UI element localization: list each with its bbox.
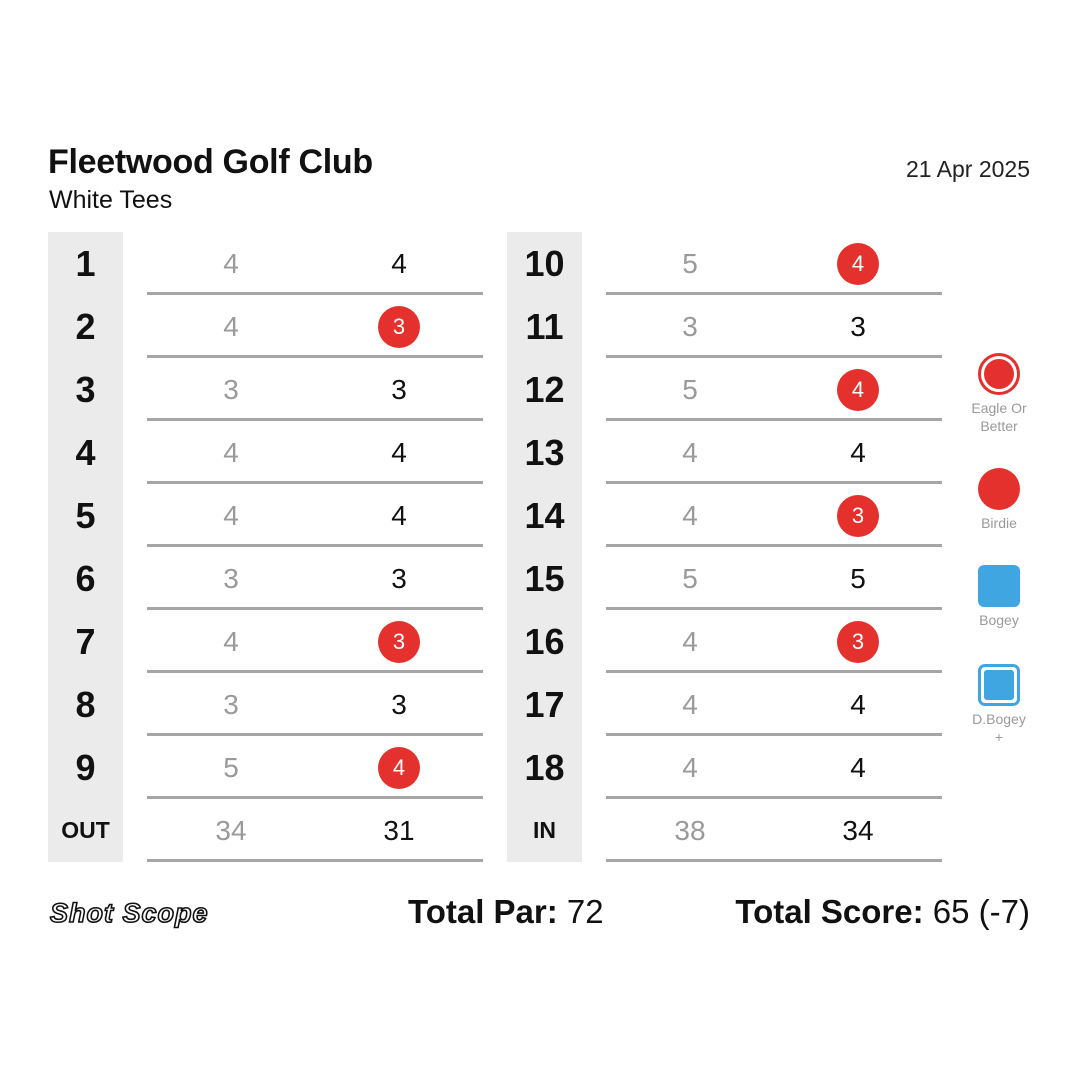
header-subtitle: White Tees [49, 186, 173, 214]
score-cell [359, 358, 439, 421]
total-par-label: Total Par: [408, 893, 558, 930]
hole-number: 15 [524, 558, 565, 599]
score-cell-birdie [818, 610, 898, 673]
par-value: 4 [223, 248, 239, 279]
score-cell [818, 421, 898, 484]
par-value: 3 [223, 689, 239, 720]
par-value: 4 [223, 437, 239, 468]
hole-number: 2 [75, 306, 96, 347]
score-cell [818, 736, 898, 799]
hole-number: 10 [524, 243, 565, 284]
par-value: 3 [682, 311, 698, 342]
hole-number: 4 [75, 432, 96, 473]
hole-number: 6 [75, 558, 96, 599]
legend-label-line2: + [994, 729, 1004, 745]
legend-label [958, 710, 1040, 746]
par-value: 4 [223, 500, 239, 531]
par-value: 3 [223, 374, 239, 405]
legend-label-line1: D.Bogey [972, 711, 1026, 727]
hole-number: 11 [525, 306, 564, 347]
par-value: 3 [223, 563, 239, 594]
par-value: 5 [682, 248, 698, 279]
double-bogey-icon-inner [984, 670, 1014, 700]
par-value: 5 [682, 563, 698, 594]
row-divider [606, 859, 942, 862]
total-par-value: 72 [557, 893, 604, 930]
legend-item [958, 468, 1040, 532]
score-total-cell [818, 799, 898, 862]
score-value: 3 [850, 311, 866, 342]
birdie-score-marker: 4 [837, 243, 879, 285]
birdie-score-marker: 3 [837, 621, 879, 663]
score-value: 3 [391, 374, 407, 405]
legend-label-line1: Bogey [979, 612, 1019, 628]
score-value: 4 [391, 248, 407, 279]
score-value: 4 [850, 689, 866, 720]
birdie-score-marker: 3 [378, 306, 420, 348]
eagle-or-better-icon-inner [984, 359, 1014, 389]
hole-number: 17 [524, 684, 565, 725]
birdie-score-marker: 3 [378, 621, 420, 663]
in-total-label: IN [533, 817, 556, 843]
legend-label-line2: Better [980, 418, 1018, 434]
birdie-score-marker: 3 [837, 495, 879, 537]
hole-number: 13 [524, 432, 565, 473]
legend-label-line1: Eagle Or [971, 400, 1027, 416]
total-par [408, 893, 604, 931]
double-bogey-icon [978, 664, 1020, 706]
legend-item [958, 565, 1040, 629]
score-cell [818, 673, 898, 736]
total-score-label: Total Score: [735, 893, 924, 930]
score-cell-birdie [818, 232, 898, 295]
score-total: 34 [842, 814, 874, 846]
birdie-icon [978, 468, 1020, 510]
hole-number: 18 [524, 747, 565, 788]
birdie-score-marker: 4 [378, 747, 420, 789]
score-value: 3 [391, 689, 407, 720]
score-value: 5 [850, 563, 866, 594]
score-cell [359, 547, 439, 610]
par-total: 38 [674, 815, 706, 846]
bogey-icon [978, 565, 1020, 607]
eagle-or-better-icon [978, 353, 1020, 395]
score-cell [359, 673, 439, 736]
par-value: 4 [223, 311, 239, 342]
legend-item [958, 664, 1040, 746]
score-cell [359, 421, 439, 484]
legend-label [958, 514, 1040, 532]
score-value: 4 [391, 500, 407, 531]
hole-number: 1 [75, 243, 96, 284]
legend-label [958, 399, 1040, 435]
hole-number: 14 [524, 495, 565, 536]
score-value: 4 [850, 437, 866, 468]
par-value: 4 [682, 500, 698, 531]
score-value: 4 [391, 437, 407, 468]
legend-label-line1: Birdie [981, 515, 1017, 531]
front-nine-hole-column [48, 232, 123, 862]
score-cell [818, 547, 898, 610]
total-score-value: 65 (-7) [923, 893, 1030, 930]
par-value: 5 [682, 374, 698, 405]
header-title: Fleetwood Golf Club [48, 143, 373, 181]
hole-number: 16 [524, 621, 565, 662]
par-value: 4 [682, 626, 698, 657]
score-cell [359, 232, 439, 295]
shot-scope-logo [48, 893, 303, 933]
legend-label [958, 611, 1040, 629]
score-cell-birdie [818, 484, 898, 547]
hole-number: 7 [75, 621, 96, 662]
par-value: 4 [682, 689, 698, 720]
par-total: 34 [215, 815, 247, 846]
hole-number: 9 [75, 747, 96, 788]
score-value: 4 [850, 752, 866, 783]
out-total-label: OUT [61, 817, 110, 843]
hole-number: 12 [524, 369, 565, 410]
score-total: 31 [383, 814, 415, 846]
score-cell-birdie [818, 358, 898, 421]
total-score [735, 893, 1030, 931]
par-value: 4 [682, 752, 698, 783]
par-value: 4 [223, 626, 239, 657]
row-divider [147, 859, 483, 862]
score-cell-birdie [359, 295, 439, 358]
brand-wordmark: Shot Scope [50, 898, 209, 928]
legend-item [958, 353, 1040, 435]
hole-number: 3 [75, 369, 96, 410]
hole-number: 5 [75, 495, 96, 536]
score-total-cell [359, 799, 439, 862]
back-nine-hole-column [507, 232, 582, 862]
score-cell [818, 295, 898, 358]
score-cell-birdie [359, 736, 439, 799]
score-cell-birdie [359, 610, 439, 673]
score-cell [359, 484, 439, 547]
par-value: 5 [223, 752, 239, 783]
round-date: 21 Apr 2025 [905, 156, 1030, 182]
par-value: 4 [682, 437, 698, 468]
birdie-score-marker: 4 [837, 369, 879, 411]
score-value: 3 [391, 563, 407, 594]
hole-number: 8 [75, 684, 96, 725]
